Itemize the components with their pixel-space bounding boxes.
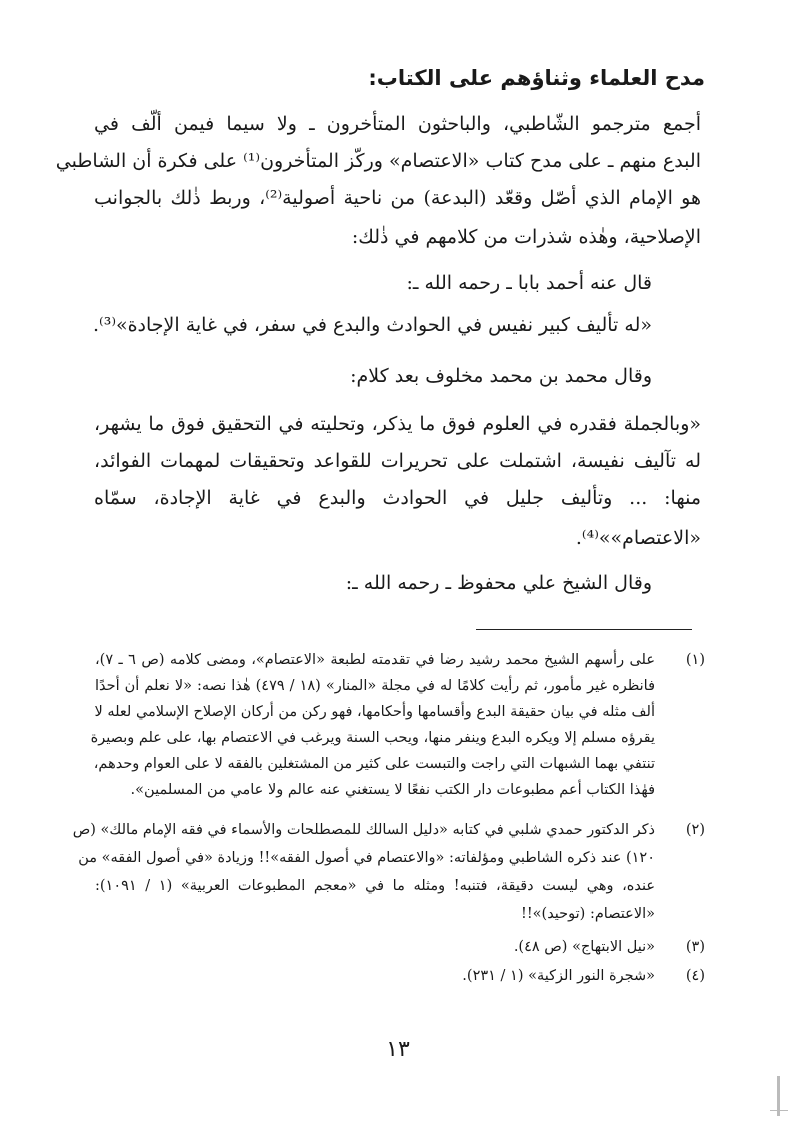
section-heading: مدح العلماء وثناؤهم على الكتاب: — [368, 66, 705, 90]
body-line-10: منها: ... وتأليف جليل في الحوادث والبدع في غاية الإجادة، سمّاه — [94, 487, 701, 509]
body-line-8: «وبالجملة فقدره في العلوم فوق ما يذكر، وتحليته في التحقيق فوق ما يشهر، — [94, 413, 701, 435]
body-line-11: «الاعتصام»»⁽⁴⁾. — [575, 527, 701, 549]
footnote-line: فانظره غير مأمور، ثم رأيت كلامًا له في مجلة «المنار» (١٨ / ٤٧٩) هٰذا نصه: «لا نعلم أن أحدًا — [95, 678, 656, 694]
footnote-line: «نيل الابتهاج» (ص ٤٨). — [513, 939, 655, 955]
footnote-line: عنده، وهي ليست دقيقة، فتنبه! ومثله ما في «معجم المطبوعات العربية» (١ / ١٠٩١): — [95, 878, 655, 894]
body-line-9: له تآليف نفيسة، اشتملت على تحريرات للقواعد وتحقيقات لمهمات الفوائد، — [94, 450, 701, 472]
footnote-number: (٢) — [685, 822, 705, 838]
footnote-line: «شجرة النور الزكية» (١ / ٢٣١). — [462, 968, 655, 984]
footnote-line: فهٰذا الكتاب أعم مطبوعات دار الكتب نفعًا لا يستغني عنه عالم ولا عامي من المسلمين». — [130, 782, 655, 798]
footnote-line: ١٢٠) عند ذكره الشاطبي ومؤلفاته: «والاعتصام في أصول الفقه»!! وزيادة «في أصول الفقه» من — [78, 850, 655, 866]
footnote-line: ذكر الدكتور حمدي شلبي في كتابه «دليل السالك للمصطلحات والأسماء في فقه الإمام مالك» (ص — [72, 822, 655, 838]
footnote-separator — [476, 629, 692, 630]
footnote-number: (١) — [685, 652, 705, 668]
body-line-12: وقال الشيخ علي محفوظ ـ رحمه الله ـ: — [345, 572, 652, 594]
footnote-number: (٤) — [685, 968, 705, 984]
footnote-line: على رأسهم الشيخ محمد رشيد رضا في تقدمته لطبعة «الاعتصام»، ومضى كلامه (ص ٦ ـ ٧)، — [95, 652, 655, 668]
footnote-line: «الاعتصام: (توحيد)»!! — [521, 906, 655, 922]
footnote-number: (٣) — [685, 939, 705, 955]
page-number: ١٣ — [386, 1037, 410, 1062]
body-line-2: البدع منهم ـ على مدح كتاب «الاعتصام» وركّز المتأخرون⁽¹⁾ على فكرة أن الشاطبي — [55, 150, 701, 172]
footnote-line: تنتفي بهما الشبهات التي راجت والتبست على كثير من المشتغلين بالفقه لا على العوام وحدهم، — [93, 756, 655, 772]
footnote-line: ألف مثله في بيان حقيقة البدع وأقسامها وأحكامها، فهو ركن من أركان الإصلاح الإسلامي لعله لا — [94, 704, 655, 720]
body-line-4: الإصلاحية، وهٰذه شذرات من كلامهم في ذٰلك: — [351, 226, 701, 248]
body-line-5: قال عنه أحمد بابا ـ رحمه الله ـ: — [406, 272, 652, 294]
footnote-line: يقرؤه مسلم إلا ويكره البدع وينفر منها، ويحب السنة ويرغب في الاعتصام بها، على علم وبصيرة — [90, 730, 655, 746]
body-line-6: «له تأليف كبير نفيس في الحوادث والبدع في سفر، في غاية الإجادة»⁽³⁾. — [92, 314, 652, 336]
body-line-1: أجمع مترجمو الشّاطبي، والباحثون المتأخرون ـ ولا سيما فيمن ألّف في — [94, 113, 701, 135]
scan-edge-mark — [770, 1110, 788, 1111]
body-line-7: وقال محمد بن محمد مخلوف بعد كلام: — [350, 365, 652, 387]
body-line-3: هو الإمام الذي أصّل وقعّد (البدعة) من ناحية أصولية⁽²⁾، وربط ذٰلك بالجوانب — [94, 187, 702, 209]
